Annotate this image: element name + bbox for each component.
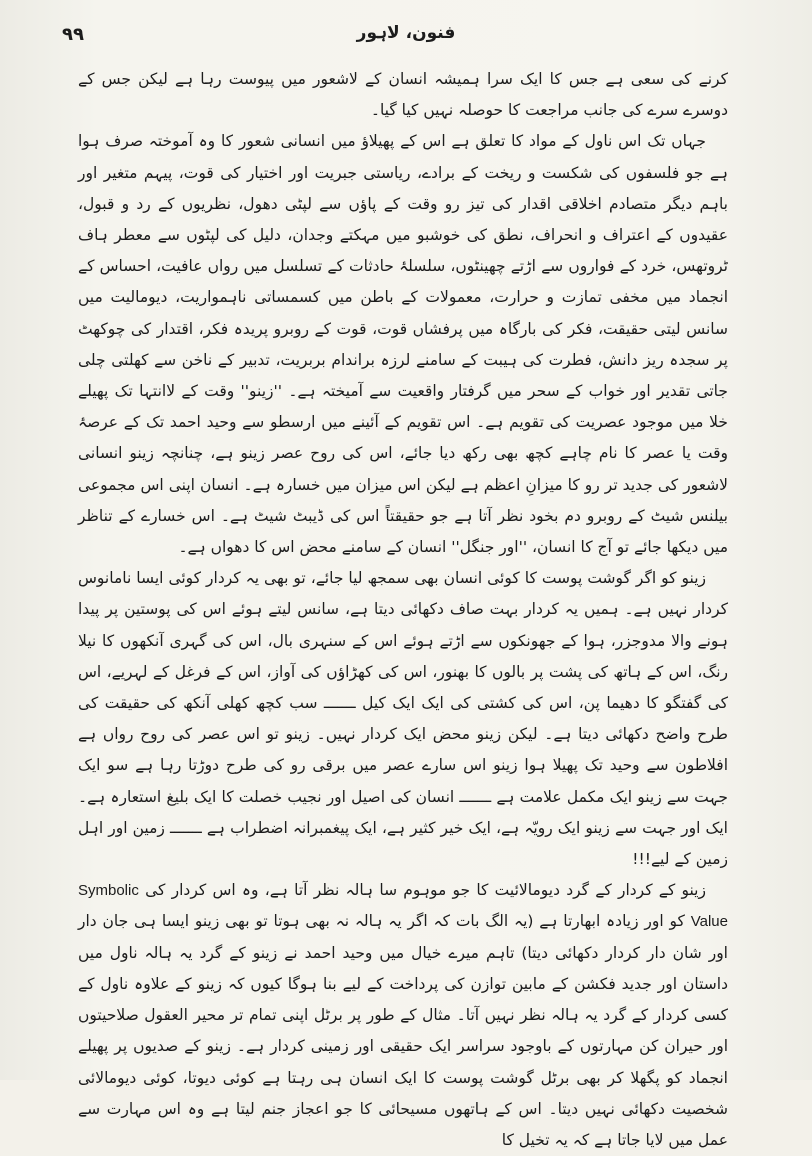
paragraph: جہاں تک اس ناول کے مواد کا تعلق ہے اس کے پھیلاؤ میں انسانی شعور کا وہ آموختہ صرف ہوا ہے جو فلسفوں کی شکست و ریخت کے برادے، ریاستی جبریت اور اختیار کی قوت، پیہم متغیر اور باہم دیگر متصادم اخلاقی اقدار کی تیز رو وقت کے پاؤں سے لپٹی دھول، نظریوں کے رد و قبول، عقیدوں کے اعتراف و انحراف، نطق کی خوشبو میں مہکتے وجدان، دلیل کی لپٹوں سے معطر ہاف ٹروتھس، خرد کے فواروں سے اڑتے چھینٹوں، سلسلۂ حادثات کے تسلسل میں رواں عافیت، احساس کے انجماد میں مخفی تمازت و حرارت، معمولات کے باطن میں کسمساتی ناہمواریت، دیومالیت میں سانس لیتی حقیقت، فکر کی بارگاہ میں پرفشاں قوت، قوت کے روبرو پریدہ فکر، اقتدار کی چوکھٹ پر سجدہ ریز دانش، فطرت کی ہیبت کے سامنے لرزہ براندام بربریت، تدبیر کے ناخن سے کھلتی چلی جاتی تقدیر اور خواب کے سحر میں گرفتار واقعیت سے آمیختہ ہے۔ ''زینو'' وقت کے لاانتہا تک پھیلے خلا میں موجود عصریت کی تقویم ہے۔ اس تقویم کے آئینے میں ارسطو سے وحید احمد تک کے عرصۂ وقت یا عصر کا نام چاہے کچھ بھی رکھ دیا جائے، اس کی روح عصر زینو ہے، چنانچہ زینو انسانی لاشعور کی جدید تر رو کا میزانِ اعظم ہے لیکن اس میزان میں خسارہ ہے۔ انسان اپنی اس مجموعی بیلنس شیٹ کے روبرو دم بخود نظر آتا ہے جو حقیقتاً اس کی ڈیبٹ شیٹ ہے۔ اس خسارے کے تناظر میں دیکھا جائے تو آج کا انسان، ''اور جنگل'' انسان کے سامنے محض اس کا دھواں ہے۔ <box>78 132 728 557</box>
page-number: ۹۹ <box>62 24 84 45</box>
paragraph <box>78 875 728 1156</box>
page-header <box>0 22 812 52</box>
latin-term: Symbolic Value <box>78 882 728 931</box>
paragraph: کرنے کی سعی ہے جس کا ایک سرا ہمیشہ انسان کے لاشعور میں پیوست رہا ہے لیکن جس کے دوسرے سرے کی جانب مراجعت کا حوصلہ نہیں کیا گیا۔ <box>78 70 728 120</box>
running-title: فنون، لاہور <box>356 23 456 43</box>
paragraph-text: زینو کے کردار کے گرد دیومالائیت کا جو موہوم سا ہالہ نظر آتا ہے، وہ اس کردار کی <box>145 881 706 900</box>
body-text <box>78 64 728 1156</box>
paragraph-text: کو اور زیادہ ابھارتا ہے (یہ الگ بات کہ اگر یہ ہالہ نہ بھی ہوتا تو بھی زینو ایسا ہی جان دار اور شان دار کردار دکھائی دیتا) تاہم میرے خیال میں وحید احمد نے زینو کے گرد یہ ہالہ ناول میں داستان اور جدید فکشن کے مابین توازن کی پرداخت کے لیے بنا ہوگا کیوں کہ زینو کے علاوہ ناول کے کسی کردار کے گرد یہ ہالہ نظر نہیں آتا۔ مثال کے طور پر برٹل اپنی تمام تر محیر العقول صلاحیتوں اور حیران کن مہارتوں کے باوجود سراسر ایک حقیقی اور زمینی کردار ہے۔ زینو کے صدیوں پر پھیلے انجماد کو پگھلا کر بھی برٹل گوشت پوست کا ایک انسان ہی رہتا ہے کوئی دیوتا، کوئی دیومالائی شخصیت دکھائی نہیں دیتا۔ اس کے ہاتھوں مسیحائی کا جو اعجاز جنم لیتا ہے وہ اس مہارت سے عمل میں لایا جاتا ہے کہ یہ تخیل کا <box>78 912 728 1149</box>
paragraph: زینو کو اگر گوشت پوست کا کوئی انسان بھی سمجھ لیا جائے، تو بھی یہ کردار کوئی ایسا نامانوس کردار نہیں ہے۔ ہمیں یہ کردار بہت صاف دکھائی دیتا ہے، سانس لیتے ہوئے اس کی پوستین پر پیدا ہونے والا مدوجزر، ہوا کے جھونکوں سے اڑتے ہوئے اس کے سنہری بال، اس کی گہری آنکھوں کا نیلا رنگ، اس کے ہاتھ کی پشت پر بالوں کا بھنور، اس کی کھڑاؤں کی آواز، اس کے فرغل کے لہریے، اس کی گفتگو کا دھیما پن، اس کی کشتی کی ایک ایک کیل ـــــــ سب کچھ کھلی آنکھ کی حقیقت کی طرح واضح دکھائی دیتا ہے۔ لیکن زینو محض ایک کردار نہیں۔ زینو تو اس عصر کی روح رواں ہے افلاطون سے وحید تک پھیلا ہوا زینو اس سارے عصر میں برقی رو کی طرح دوڑتا رہا ہے سو ایک جہت سے زینو ایک مکمل علامت ہے ـــــــ انسان کی اصیل اور نجیب خصلت کا ایک بلیغ استعارہ ہے۔ ایک اور جہت سے زینو ایک رویّہ ہے، ایک خیر کثیر ہے، ایک پیغمبرانہ اضطراب ہے ـــــــ زمین اور اہل زمین کے لیے!!! <box>78 569 728 869</box>
